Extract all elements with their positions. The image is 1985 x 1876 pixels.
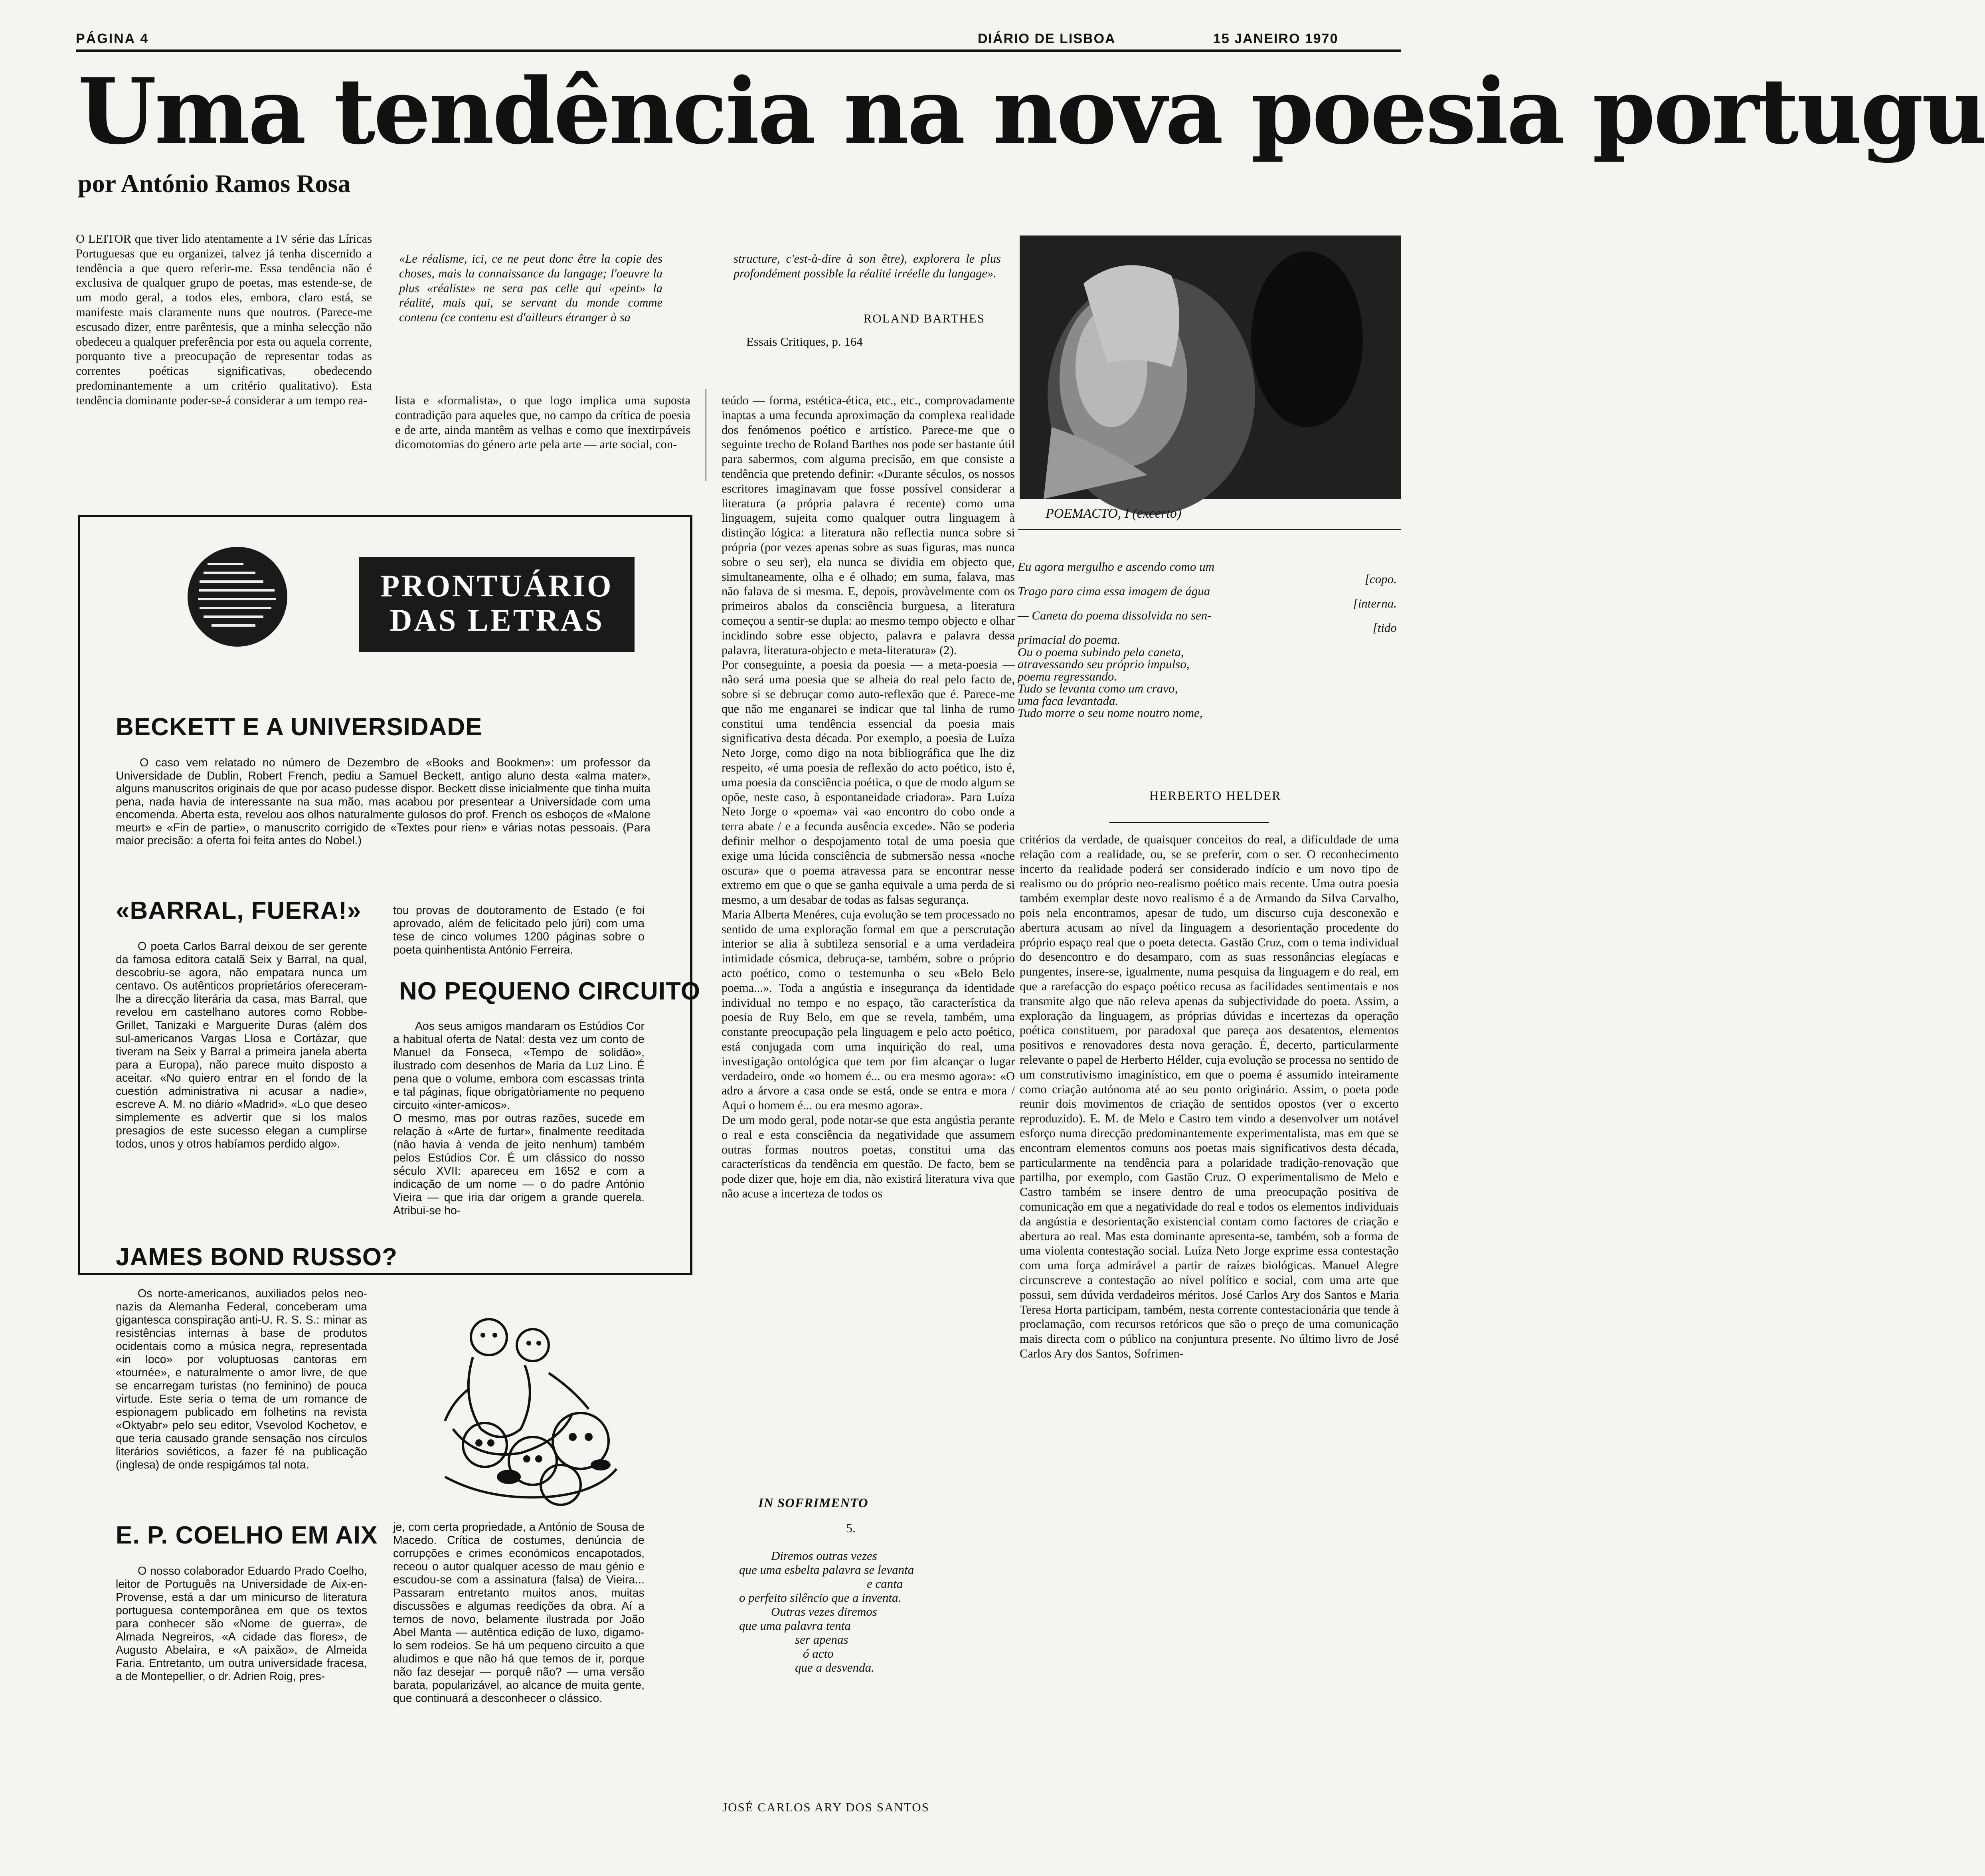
box-col2-top: tou provas de doutoramento de Estado (e foi aprovado, além de felicitado pelo júri) com uma tese de cinco volumes 1200 páginas sobre o poeta quinhentista António Ferreira. — [393, 904, 645, 956]
epigraph-col1: «Le réalisme, ici, ce ne peut donc être la copie des choses, mais la connaissance du langage; l'oeuvre la plus «réaliste» ne sera pas celle qui «peint» la réalité, mais qui, se servant du monde comme contenu (ce contenu est d'ailleurs étranger à sa — [399, 252, 662, 325]
poem-line: [copo. — [1364, 572, 1397, 586]
poem-line: que uma palavra tenta — [739, 1619, 851, 1633]
poem-line: Outras vezes diremos — [771, 1605, 877, 1619]
bond-body: Os norte-americanos, auxiliados pelos neo-nazis da Alemanha Federal, conceberam uma gigantesca conspiração anti-U. R. S. S.: minar as resistências internas à base de produtos ocidentais como a música negra, representada «in loco» por voluptuosas cantoras em «tournée», e naturalmente o amor livre, de que se encarregam turistas (no feminino) de pouca virtude. Este seria o tema de um romance de espionagem publicado em folhetins na revista «Oktyabr» pelo seu editor, Vsevolod Kochetov, e que teria causado grande sensação nos círculos literários soviéticos, a fazer fé na publicação (inglesa) de onde respigámos tal nota. — [116, 1287, 367, 1471]
poem-line: uma faca levantada. — [1018, 693, 1119, 708]
box-col2-bottom: je, com certa propriedade, a António de Sousa de Macedo. Crítica de costumes, denúncia de corrupções e crimes económicos encapotados, receou o autor qualquer acesso de mau génio e escudou-se com a assinatura (falsa) de Vieira... Passaram entretanto muitos anos, muitas discussões e algumas reedições da obra. Aí a temos de novo, belamente ilustrada por João Abel Manta — autêntica edição de luxo, digamo-lo sem rodeios. Se há um pequeno circuito a que aludimos e que não há que temos de ir, porque não faz desejar — porquê não? — uma versão barata, popularizável, ao alcance de muita gente, que continuará a desconhecer o clássico. — [393, 1521, 645, 1705]
headline: Uma tendência na nova poesia portugu — [78, 59, 1985, 164]
article-col4: critérios da verdade, de quaisquer conceitos do real, a dificuldade de uma relação com a realidade, ou, se se preferir, com o ser. O reconhecimento incerto da realidade poderá ser considerado indício e um novo tipo de realismo ou do próprio neo-realismo poético mais recente. Uma outra poesia também exemplar deste novo realismo é a de Armando da Silva Carvalho, pois nela encontramos, apesar de tudo, um discurso cuja desconexão e abertura acusam ao nível da linguagem a desorientação procedente do próprio espaço real que o poeta detecta. Gastão Cruz, com o tema individual do desencontro e do desamparo, com as suas ressonâncias elegíacas e pungentes, insere-se, igualmente, numa pesquisa da linguagem e do real, em que a rarefacção do espaço poético recusa as facilidades sentimentais e nos transmite algo que não releva apenas da subjectividade do poeta. Assim, a exploração da linguagem, as próprias dúvidas e incertezas da operação poética constituem, por paradoxal que pareça aos desatentos, elementos positivos e renovadores desta nova geração. É, decerto, particularmente relevante o papel de Herberto Hélder, cuja evolução se processa no sentido de um construtivismo imaginístico, em que o poema é assumido inteiramente como criação autónoma até ao seu ponto originário. Assim, o poeta pode reunir dois movimentos de criação de sentidos opostos (ver o excerto reproduzido). E. M. de Melo e Castro tem vindo a desenvolver um notável esforço numa direcção predominantemente experimentalista, mas em que se encontram elementos comuns aos poetas mais significativos desta década, particularmente na tendência para a polaridade tradição-renovação que partilha, por exemplo, com Gastão Cruz. O experimentalismo de Melo e Castro também se insere dentro de uma preocupação positiva de comunicação em que a negatividade do real e todos os elementos individuais da angústia e desorientação existencial contam como factores de criação e abertura ao real. Mas esta dominante apresenta-se, também, sob a forma de uma violenta contestação social. Luíza Neto Jorge exprime essa contestação com uma força admirável a partir de raízes biológicas. Manuel Alegre circunscreve a contestação ao nível político e social, com uma arte que possui, sem dúvida verdadeiros méritos. José Carlos Ary dos Santos e Maria Teresa Horta participam, também, nesta corrente contestacionária que tende à proclamação, com recursos retóricos que são o preço de uma comunicação mais directa com o público na conjuntura presente. No último livro de José Carlos Ary dos Santos, Sofrimen- — [1020, 833, 1399, 1360]
poem-line: Tudo se levanta como um cravo, — [1018, 681, 1178, 695]
poem-line: que uma esbelta palavra se levanta — [739, 1563, 914, 1577]
poem-line: e canta — [867, 1577, 903, 1591]
header-rule — [76, 49, 1401, 52]
beckett-heading: BECKETT E A UNIVERSIDADE — [116, 713, 482, 741]
poem-line: [interna. — [1353, 596, 1397, 610]
poem1-title: POEMACTO, I (excerto) — [1046, 506, 1182, 521]
poem-line: ó acto — [803, 1646, 834, 1660]
epigraph-col2: structure, c'est-à-dire à son être), explorera le plus profondément possible la réalité irréelle du langage». — [734, 252, 1001, 280]
poem2-number: 5. — [846, 1521, 856, 1535]
prontuario-emblem — [188, 547, 287, 647]
poem-line: Trago para cima essa imagem de água — [1018, 584, 1210, 598]
prontuario-banner — [359, 557, 635, 652]
poem2-lines — [739, 1549, 998, 1674]
poem-line: primacial do poema. — [1018, 633, 1121, 647]
article-lead: O LEITOR que tiver lido atentamente a IV série das Líricas Portuguesas que eu organizei, talvez já tenha discernido a tendência a que quero referir-me. Essa tendência não é exclusiva de qualquer grupo de poetas, mas estende-se, de um modo geral, a todos eles, embora, claro está, se manifeste mais claramente nuns que noutros. (Parece-me escusado dizer, entre parêntesis, que a minha selecção não obedeceu a qualquer preferência por esta ou aquela corrente, porquanto tive a preocupação de representar todas as correntes poéticas significativas, obedecendo predominantemente a um critério qualitativo). Esta tendência dominante poder-se-á considerar a um tempo rea- — [76, 232, 372, 407]
epigraph-author: ROLAND BARTHES — [863, 311, 985, 325]
barral-body: O poeta Carlos Barral deixou de ser gerente da famosa editora catalã Seix y Barral, na qual, descobriu-se agora, não empatara nunca um centavo. Os autênticos proprietários ofereceram-lhe a direcção literária da casa, mas Barral, que revelou em castelhano autores como Robbe-Grillet, Tanizaki e Marguerite Duras (além dos sul-americanos Vargas Llosa e Cortázar, que tiveram na Seix y Barral a primeira janela aberta para a Europa), não parece muito disposto a aceitar. «No quiero entrar en el fondo de la cuestión administrativa ni acusar a nadie», escreve A. M. no diário «Madrid». «Lo que deseo simplemente es advertir que si los malos presagios de este sucesso elegan a cumplirse todos, unos y otros habíamos perdido algo». — [116, 940, 367, 1150]
coelho-body: O nosso colaborador Eduardo Prado Coelho, leitor de Português na Universidade de Aix-en-Provense, está a dar um minicurso de literatura portuguesa contemporânea em que os textos para conhecer são «Nome de guerra», de Almada Negreiros, «A cidade das flores», de Augusto Abelaira, e «A paixão», de Almeida Faria. Entretanto, um outra universidade fracesa, a de Montepellier, o dr. Adrien Roig, pres- — [116, 1565, 367, 1683]
page-number: PÁGINA 4 — [76, 31, 149, 46]
circuito-body: Aos seus amigos mandaram os Estúdios Cor a habitual oferta de Natal: desta vez um conto de Manuel da Fonseca, «Tempo de solidão», ilustrado com desenhos de Maria da Luz Lino. É pena que o volume, embora com escassas trinta e tal páginas, fique obrigatòriamente no pequeno circuito «inter-amicos». O mesmo, mas por outras razões, sucede em relação à «Arte de furtar», finalmente reeditada (não havia à venda de jeito nenhum) também pelos Estúdios Cor. É um clássico do nosso século XVII: apareceu em 1652 e com a indicação de um nome — o do padre António Vieira — que iria dar origem a grande querela. Atribui-se ho- — [393, 1020, 645, 1217]
poem1-rule-bottom — [1109, 822, 1269, 823]
bond-heading: JAMES BOND RUSSO? — [116, 1243, 397, 1271]
byline: por António Ramos Rosa — [78, 169, 351, 198]
poem1-author: HERBERTO HELDER — [1149, 788, 1281, 803]
poem1-lines — [1018, 561, 1397, 719]
poem-line: Diremos outras vezes — [771, 1549, 877, 1563]
barral-heading: «BARRAL, FUERA!» — [116, 897, 362, 924]
article-col2-top: lista e «formalista», o que logo implica uma suposta contradição para aqueles que, no campo da crítica de poesia e de arte, ainda mantêm as velhas e como que inextirpáveis dicomotomias do género arte pela arte — arte social, con- — [395, 394, 690, 451]
poem2-title: IN SOFRIMENTO — [758, 1496, 868, 1510]
poem-line: atravessando seu próprio impulso, — [1018, 657, 1190, 671]
poem-line: poema regressando. — [1018, 669, 1117, 683]
newspaper-name: DIÁRIO DE LISBOA — [978, 31, 1116, 46]
poem2-author: JOSÉ CARLOS ARY DOS SANTOS — [722, 1800, 929, 1814]
article-col3: teúdo — forma, estética-ética, etc., etc., comprovadamente inaptas a uma fecunda aproximação da complexa realidade dos fenómenos poético e artístico. Parece-me que o seguinte trecho de Roland Barthes nos pode ser bastante útil para sabermos, com alguma precisão, em que consiste a tendência que pretendo definir: «Durante séculos, os nossos escritores imaginavam que fosse possível considerar a literatura (a própria palavra é recente) como uma linguagem, sujeita como qualquer outra linguagem à distinção lógica: a literatura não reflectia nunca sobre si própria (por vezes apenas sobre as suas figuras, mas nunca sobre o seu ser), ela nunca se dividia em objecto que, simultaneamente, olha e é olhado; em suma, falava, mas não falava de si mesma. E, depois, provàvelmente com os primeiros abalos da consciência burguesa, a literatura começou a sentir-se dupla: ao mesmo tempo objecto e olhar incidindo sobre esse objecto, palavra e palavra dessa palavra, literatura-objecto e meta-literatura» (2). Por conseguinte, a poesia da poesia — a meta-poesia — não será uma poesia que se alheia do real pelo facto de, sobre si se debruçar como auto-reflexão que é. Parece-me que não me enganarei se indicar que tal linha de rumo constitui uma tendência essencial da poesia mais significativa desta década. Por exemplo, a poesia de Luíza Neto Jorge, como digo na nota bibliográfica que lhe diz respeito, «é uma poesia de reflexão do acto poético, isto é, uma poesia da consciência poética, o que de modo algum se opõe, neste caso, à espontaneidade criadora». Para Luíza Neto Jorge o «poema» vai «ao encontro do cobo onde a terra abate / e a fecunda ausência excede». Não se poderia definir melhor o despojamento total de uma poesia que exige uma lúcida consciência de submersão nessa «noche oscura» que o poema atravessa para se encontrar nesse extremo em que o que se ganha equivale a uma perda de si mesmo, a um desabar de todas as falsas segurança. Maria Alberta Menéres, cuja evolução se tem processado no sentido de uma exploração formal em que a perscrutação interior se alia à subtileza sensorial e a uma verdadeira intimidade cósmica, debruça-se, também, sobre o próprio acto poético, como o testemunha o seu «Belo Belo poema...». Toda a angústia e insegurança da identidade individual no tempo e no espaço, tão característica da poesia de Ruy Belo, em que se revela, também, uma constante preocupação pela linguagem e pelo acto poético, está conjugada com uma inquirição do real, uma investigação ontológica que tem por fim alcançar o lugar verdadeiro, onde «o homem é... ou era mesmo agora»: «O adro a árvore a casa onde se está, onde se entra e mora / Aqui o homem é... ou era mesmo agora». De um modo geral, pode notar-se que esta angústia perante o real e esta consciência da negatividade que assumem outras formas noutros poetas, constitui uma das características da tendência em questão. De facto, bem se pode dizer que, hoje em dia, não existirá literatura viva que não acuse a incerteza de todos os — [722, 394, 1015, 1201]
coelho-heading: E. P. COELHO EM AIX — [116, 1522, 378, 1549]
issue-date: 15 JANEIRO 1970 — [1213, 31, 1338, 46]
circuito-heading: NO PEQUENO CIRCUITO — [399, 978, 701, 1005]
poem1-rule-top — [1018, 529, 1401, 530]
poem-line: ser apenas — [795, 1633, 848, 1646]
beckett-body: O caso vem relatado no número de Dezembro de «Books and Bookmen»: um professor da Universidade de Dublin, Robert French, pediu a Samuel Beckett, antigo aluno desta «alma mater», alguns manuscritos originais de que por acaso pudesse dispor. Beckett disse inicialmente que tinha muita pena, nada havia de interessante na sua mão, mas acabou por presentear a Universidade com uma encomenda. Aberta esta, revelou aos olhos naturalmente gulosos do prof. French os esboços de «Malone meurt» e «Fin de partie», o manuscrito corrigido de «Textes pour rien» e várias notas pessoais. (Para maior precisão: a oferta foi feita antes do Nobel.) — [116, 756, 650, 847]
poem-line: [tido — [1372, 620, 1397, 635]
poem-line: que a desvenda. — [795, 1660, 874, 1674]
poem-line: — Caneta do poema dissolvida no sen- — [1018, 608, 1212, 622]
prontuario-title-line2: DAS LETRAS — [389, 603, 604, 637]
epigraph-source: Essais Critiques, p. 164 — [746, 334, 863, 348]
illustration-cherubs — [429, 1309, 652, 1517]
poem-line: o perfeito silêncio que a inventa. — [739, 1591, 902, 1605]
poem-line: Eu agora mergulho e ascendo como um — [1018, 560, 1215, 574]
poem-line: Tudo morre o seu nome noutro nome, — [1018, 706, 1203, 720]
poem-line: Ou o poema subindo pela caneta, — [1018, 645, 1184, 659]
prontuario-title-line1: PRONTUÁRIO — [380, 568, 613, 603]
poet-photo — [1020, 235, 1401, 499]
